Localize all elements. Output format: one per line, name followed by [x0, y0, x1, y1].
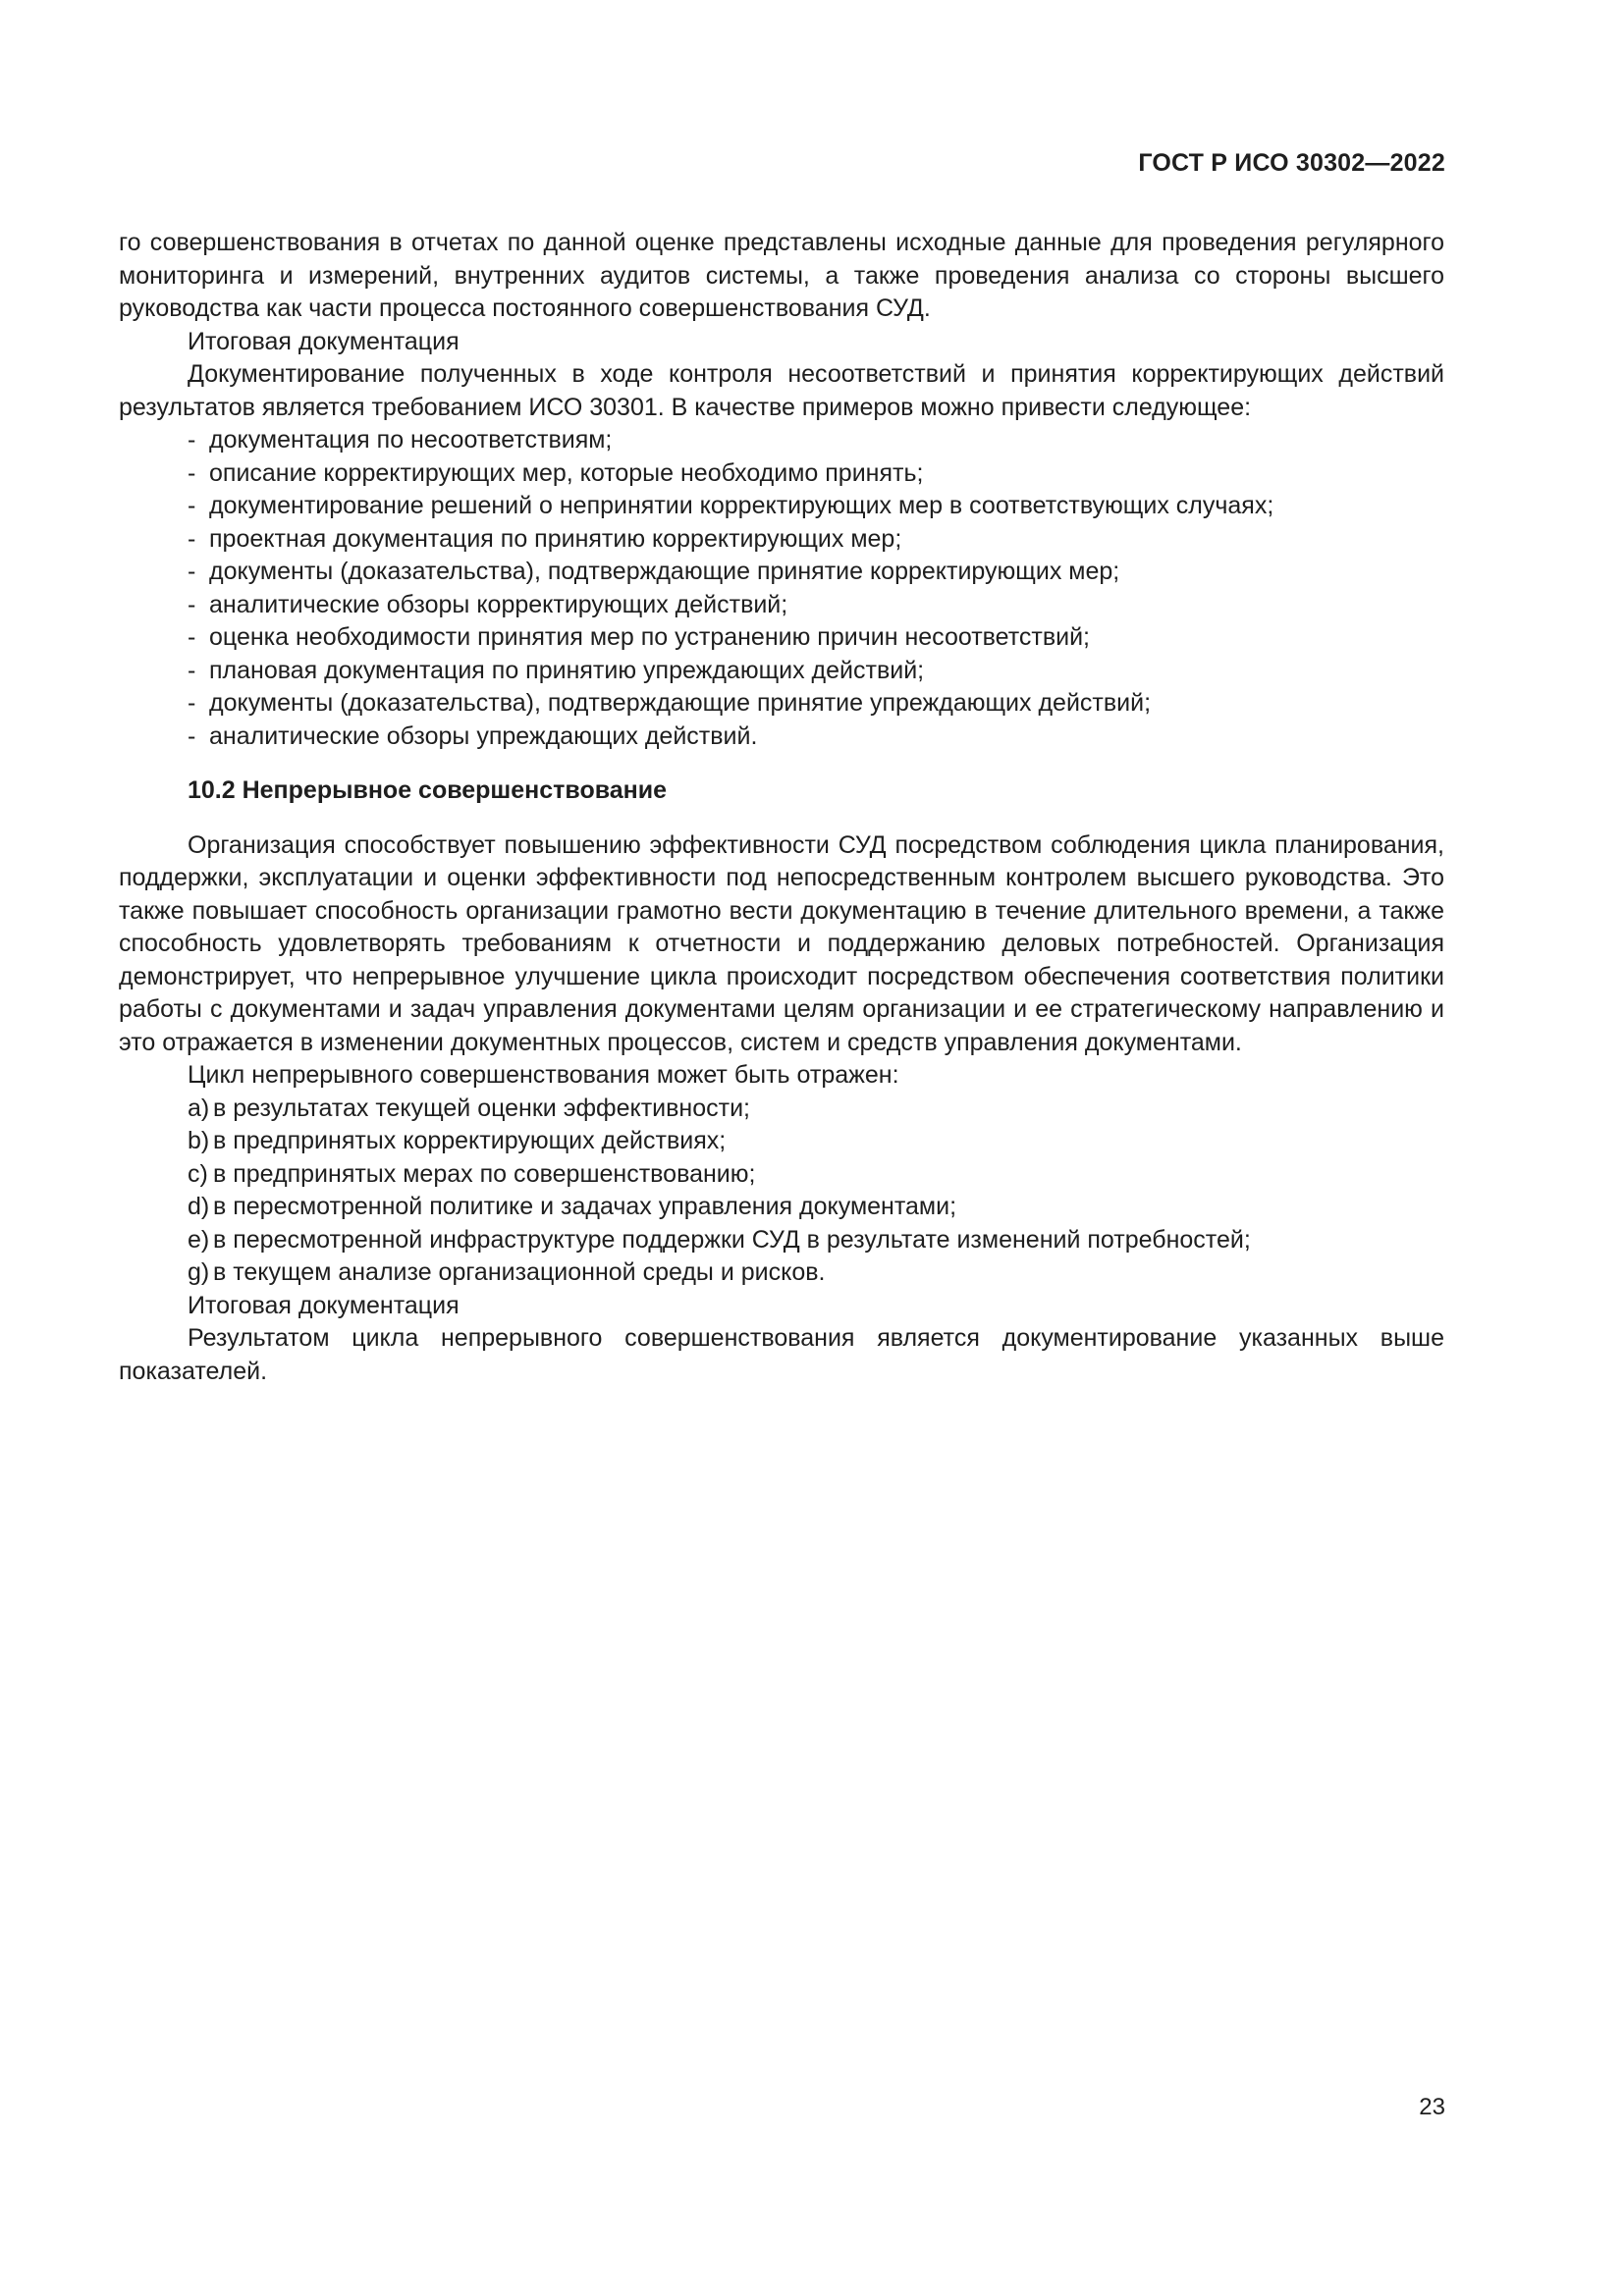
list-item — [119, 589, 1444, 622]
list-item — [119, 621, 1444, 655]
list-item — [119, 655, 1444, 688]
list-item-text: в предпринятых корректирующих действиях; — [213, 1127, 727, 1154]
dash-marker: - — [188, 590, 196, 618]
document-code-header: ГОСТ Р ИСО 30302—2022 — [1138, 149, 1445, 177]
dash-marker: - — [188, 689, 196, 717]
list-item — [119, 523, 1444, 557]
document-body — [119, 227, 1444, 1388]
dash-marker: - — [188, 524, 196, 553]
documentation-examples-list — [119, 424, 1444, 753]
final-documentation-paragraph-2: Результатом цикла непрерывного совершенствования является документирование указанных выше показателей. — [119, 1324, 1444, 1385]
section-paragraph: Организация способствует повышению эффективности СУД посредством соблюдения цикла планирования, поддержки, эксплуатации и оценки эффективности под непосредственным контролем высшего руководства. Это также повышает способность организации грамотно вести документацию в течение длительного времени, а также способность удовлетворять требованиям к отчетности и поддержанию деловых потребностей. Организация демонстрирует, что непрерывное улучшение цикла происходит посредством обеспечения соответствия политики работы с документами и задач управления документами целям организации и ее стратегическому направлению и это отражается в изменении документных процессов, систем и средств управления документами. — [119, 830, 1444, 1056]
section-title: 10.2 Непрерывное совершенствование — [188, 776, 668, 804]
list-item-text: документы (доказательства), подтверждающие принятие упреждающих действий; — [209, 689, 1152, 717]
list-item — [119, 1191, 1444, 1224]
final-documentation-paragraph-1: Документирование полученных в ходе контроля несоответствий и принятия корректирующих действий результатов является требованием ИСО 30301. В качестве примеров можно привести следующее: — [119, 360, 1444, 421]
list-item-text: в текущем анализе организационной среды и рисков. — [213, 1258, 826, 1286]
list-item-text: документы (доказательства), подтверждающие принятие корректирующих мер; — [209, 558, 1120, 585]
list-item — [119, 424, 1444, 457]
list-item — [119, 1158, 1444, 1192]
list-item-text: плановая документация по принятию упреждающих действий; — [209, 656, 925, 684]
list-item-text: в результатах текущей оценки эффективности; — [213, 1094, 750, 1122]
list-item-text: документация по несоответствиям; — [209, 426, 613, 454]
list-item — [119, 490, 1444, 523]
dash-marker: - — [188, 426, 196, 454]
list-item-text: оценка необходимости принятия мер по устранению причин несоответствий; — [209, 623, 1090, 651]
list-item-text: документирование решений о непринятии корректирующих мер в соответствующих случаях; — [209, 492, 1274, 519]
list-item — [119, 687, 1444, 721]
list-item-text: в предпринятых мерах по совершенствованию; — [213, 1159, 756, 1188]
list-item-marker: d) — [188, 1193, 210, 1220]
list-item — [119, 1224, 1444, 1257]
dash-marker: - — [188, 623, 196, 651]
list-item-marker: g) — [188, 1258, 210, 1286]
list-item — [119, 556, 1444, 589]
cycle-intro: Цикл непрерывного совершенствования может быть отражен: — [188, 1061, 899, 1089]
dash-marker: - — [188, 558, 196, 585]
list-item-text: в пересмотренной политике и задачах управления документами; — [213, 1193, 957, 1220]
cycle-reflection-list — [119, 1093, 1444, 1290]
dash-marker: - — [188, 656, 196, 684]
list-item-text: описание корректирующих мер, которые необходимо принять; — [209, 458, 924, 487]
list-item-marker: e) — [188, 1225, 210, 1254]
list-item — [119, 1256, 1444, 1290]
list-item — [119, 721, 1444, 754]
dash-marker: - — [188, 492, 196, 519]
list-item-marker: b) — [188, 1127, 210, 1154]
list-item — [119, 1125, 1444, 1158]
list-item-text: в пересмотренной инфраструктуре поддержки СУД в результате изменений потребностей; — [213, 1225, 1251, 1254]
page-number: 23 — [1419, 2094, 1445, 2120]
list-item-marker: c) — [188, 1159, 208, 1188]
list-item-text: проектная документация по принятию корректирующих мер; — [209, 524, 902, 553]
list-item-text: аналитические обзоры упреждающих действий. — [209, 721, 758, 750]
final-documentation-heading-2: Итоговая документация — [188, 1291, 460, 1319]
list-item-marker: a) — [188, 1094, 210, 1122]
list-item — [119, 1093, 1444, 1126]
list-item — [119, 457, 1444, 491]
dash-marker: - — [188, 458, 196, 487]
dash-marker: - — [188, 721, 196, 750]
list-item-text: аналитические обзоры корректирующих действий; — [209, 590, 788, 618]
final-documentation-heading-1: Итоговая документация — [188, 327, 460, 355]
intro-paragraph: го совершенствования в отчетах по данной оценке представлены исходные данные для проведения регулярного мониторинга и измерений, внутренних аудитов системы, а также проведения анализа со стороны высшего руководства как части процесса постоянного совершенствования СУД. — [119, 229, 1444, 322]
